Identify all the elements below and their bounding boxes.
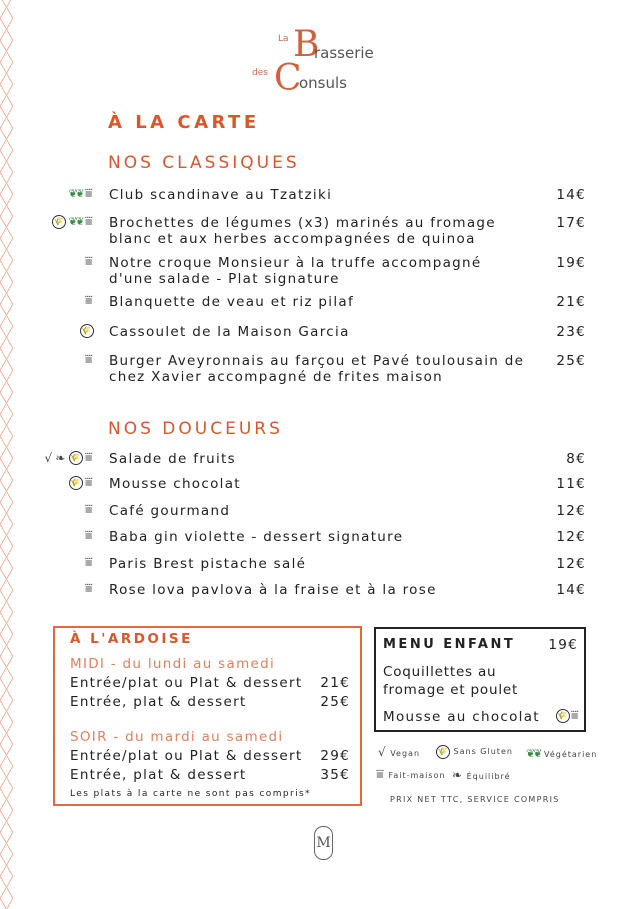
decorative-border (0, 0, 13, 909)
sans-gluten-icon: 🌾 (556, 709, 570, 723)
fait-maison-icon: ⩸ (84, 581, 94, 596)
diet-icons (68, 187, 94, 201)
soir-label: SOIR - du mardi au samedi (70, 729, 284, 745)
diet-icons (85, 529, 94, 543)
ardoise-title: À L'ARDOISE (70, 631, 193, 647)
fait-maison-icon: ⩸ (84, 186, 94, 201)
fait-maison-icon: ⩸ (376, 767, 385, 782)
menu-item-name: Cassoulet de la Maison Garcia (109, 324, 350, 340)
ardoise-note: Les plats à la carte ne sont pas compris* (70, 789, 311, 799)
menu-item-name: Burger Aveyronnais au farçou et Pavé toulousain de chez Xavier accompagné de frites maison (109, 353, 525, 385)
diet-icons (85, 556, 94, 570)
legend-vegan: √ Vegan (378, 745, 421, 759)
ardoise-price: 25€ (320, 694, 350, 710)
ardoise-line: Entrée, plat & dessert (70, 694, 247, 710)
menu-item-name: Club scandinave au Tzatziki (109, 187, 333, 203)
menu-item-name: Paris Brest pistache salé (109, 556, 307, 572)
section-title-classiques: NOS CLASSIQUES (108, 153, 300, 173)
brasserie-logo (250, 24, 390, 99)
menu-item-price: 12€ (556, 529, 586, 545)
midi-label: MIDI - du lundi au samedi (70, 656, 276, 672)
sans-gluten-icon: 🌾 (436, 745, 450, 759)
ardoise-line: Entrée/plat ou Plat & dessert (70, 675, 303, 691)
fait-maison-icon: ⩸ (84, 502, 94, 517)
menu-item-price: 25€ (556, 353, 586, 369)
fait-maison-icon: ⩸ (84, 352, 94, 367)
logo-consuls: onsuls (299, 74, 347, 92)
menu-enfant-plat: Coquillettes au fromage et poulet (383, 664, 519, 698)
menu-enfant-box (374, 627, 586, 732)
menu-item-price: 11€ (556, 476, 586, 492)
menu-item-price: 12€ (556, 503, 586, 519)
menu-enfant-title: MENU ENFANT (383, 637, 516, 652)
diet-icons (80, 324, 94, 338)
menu-item-price: 8€ (566, 451, 586, 467)
legend-equilibre: ❧ Équilibré (452, 768, 511, 782)
ardoise-box (53, 626, 362, 806)
menu-item-name: Blanquette de veau et riz pilaf (109, 294, 355, 310)
ardoise-price: 21€ (320, 675, 350, 691)
diet-icons (85, 503, 94, 517)
vegetarian-icon: ❦❦ (68, 215, 83, 228)
fait-maison-icon: ⩸ (84, 475, 94, 490)
menu-item-price: 12€ (556, 556, 586, 572)
menu-item-price: 14€ (556, 582, 586, 598)
menu-item-name: Notre croque Monsieur à la truffe accompagné d'une salade - Plat signature (109, 255, 482, 287)
sans-gluten-icon: 🌾 (80, 324, 94, 338)
diet-icons (85, 582, 94, 596)
logo-c: C (274, 58, 302, 99)
menu-item-price: 19€ (556, 255, 586, 271)
logo-brasserie: rasserie (314, 44, 374, 62)
ardoise-line: Entrée/plat ou Plat & dessert (70, 748, 303, 764)
ardoise-line: Entrée, plat & dessert (70, 767, 247, 783)
menu-item-name: Rose lova pavlova à la fraise et à la rose (109, 582, 437, 598)
legend-vegetarien: ❦❦ Végétarien (526, 747, 598, 760)
sans-gluten-icon: 🌾 (69, 451, 83, 465)
legend-fait-maison: ⩸ Fait-maison (376, 767, 446, 782)
sans-gluten-icon: 🌾 (52, 215, 66, 229)
menu-enfant-dessert: Mousse au chocolat (383, 709, 540, 725)
diet-icons (52, 215, 94, 229)
menu-enfant-price: 19€ (548, 637, 578, 653)
fait-maison-icon: ⩸ (84, 214, 94, 229)
page-title: À LA CARTE (108, 112, 260, 133)
menu-item-name: Brochettes de légumes (x3) marinés au fromage blanc et aux herbes accompagnées de quinoa (109, 215, 496, 247)
menu-item-price: 21€ (556, 294, 586, 310)
fait-maison-icon: ⩸ (84, 555, 94, 570)
ardoise-price: 35€ (320, 767, 350, 783)
menu-item-price: 14€ (556, 187, 586, 203)
diet-icons (44, 451, 94, 465)
logo-b: B (293, 24, 320, 65)
diet-icons (85, 294, 94, 308)
fait-maison-icon: ⩸ (84, 293, 94, 308)
fait-maison-icon: ⩸ (570, 708, 580, 723)
menu-item-name: Baba gin violette - dessert signature (109, 529, 404, 545)
fait-maison-icon: ⩸ (84, 450, 94, 465)
bottom-monogram-logo: M (314, 826, 333, 860)
diet-icons (69, 476, 94, 490)
fait-maison-icon: ⩸ (84, 254, 94, 269)
sans-gluten-icon: 🌾 (69, 476, 83, 490)
footer-note: PRIX NET TTC, SERVICE COMPRIS (390, 795, 560, 804)
vegan-icon: √ (378, 745, 387, 759)
menu-item-name: Salade de fruits (109, 451, 236, 467)
logo-la: La (278, 34, 289, 44)
equilibre-icon: ❧ (55, 451, 67, 465)
vegetarian-icon: ❦❦ (526, 747, 541, 760)
menu-item-name: Café gourmand (109, 503, 231, 519)
legend-sans-gluten: 🌾 Sans Gluten (436, 745, 513, 759)
menu-item-price: 17€ (556, 215, 586, 231)
equilibre-icon: ❧ (452, 768, 464, 782)
diet-icons (85, 353, 94, 367)
fait-maison-icon: ⩸ (84, 528, 94, 543)
section-title-douceurs: NOS DOUCEURS (108, 419, 283, 439)
menu-item-price: 23€ (556, 324, 586, 340)
vegan-icon: √ (44, 451, 54, 465)
logo-des: des (252, 68, 268, 78)
menu-item-name: Mousse chocolat (109, 476, 241, 492)
diet-icons (85, 255, 94, 269)
ardoise-price: 29€ (320, 748, 350, 764)
vegetarian-icon: ❦❦ (68, 187, 83, 200)
